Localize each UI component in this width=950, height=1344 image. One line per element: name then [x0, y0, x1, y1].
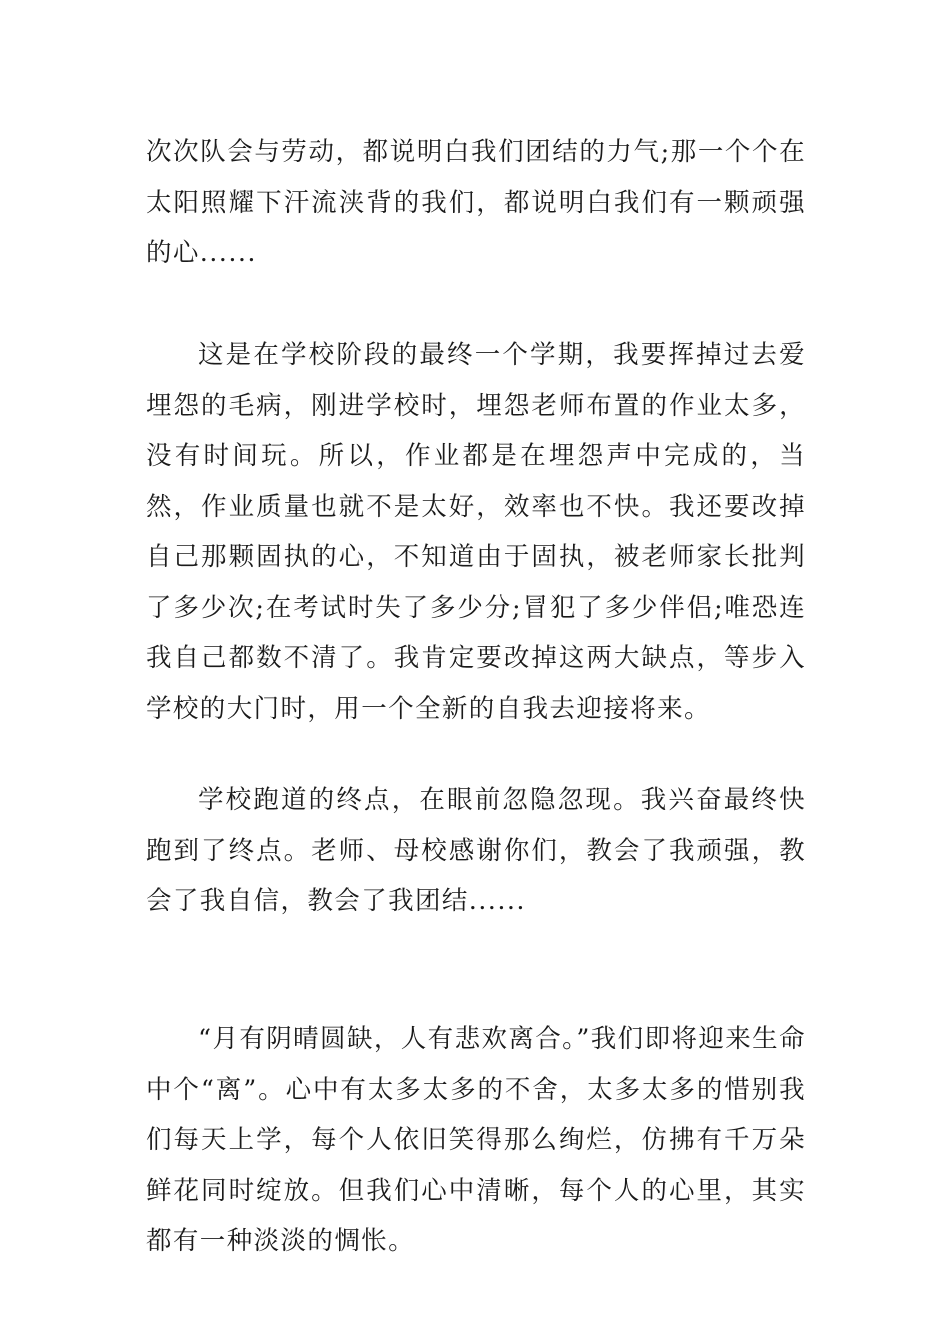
paragraph-last-semester: 这是在学校阶段的最终一个学期，我要挥掉过去爱埋怨的毛病，刚进学校时，埋怨老师布置的作业太多，没有时间玩。所以，作业都是在埋怨声中完成的，当然，作业质量也就不是太好，效率也不快。我还要改掉自己那颗固执的心，不知道由于固执，被老师家长批判了多少次;在考试时失了多少分;冒犯了多少伴侣;唯恐连我自己都数不清了。我肯定要改掉这两大缺点，等步入学校的大门时，用一个全新的自我去迎接将来。 — [146, 340, 806, 724]
paragraph-farewell: “月有阴晴圆缺，人有悲欢离合。”我们即将迎来生命中个“离”。心中有太多太多的不舍，太多太多的惜别我们每天上学，每个人依旧笑得那么绚烂，仿拂有千万朵鲜花同时绽放。但我们心中清晰，每个人的心里，其实都有一种淡淡的惆怅。 — [146, 1024, 806, 1256]
paragraph-continuation: 次次队会与劳动，都说明白我们团结的力气;那一个个在太阳照耀下汗流浃背的我们，都说明白我们有一颗顽强的心...... — [146, 137, 806, 268]
paragraph-finish-line: 学校跑道的终点，在眼前忽隐忽现。我兴奋最终快跑到了终点。老师、母校感谢你们，教会了我顽强，教会了我自信，教会了我团结...... — [146, 785, 806, 916]
